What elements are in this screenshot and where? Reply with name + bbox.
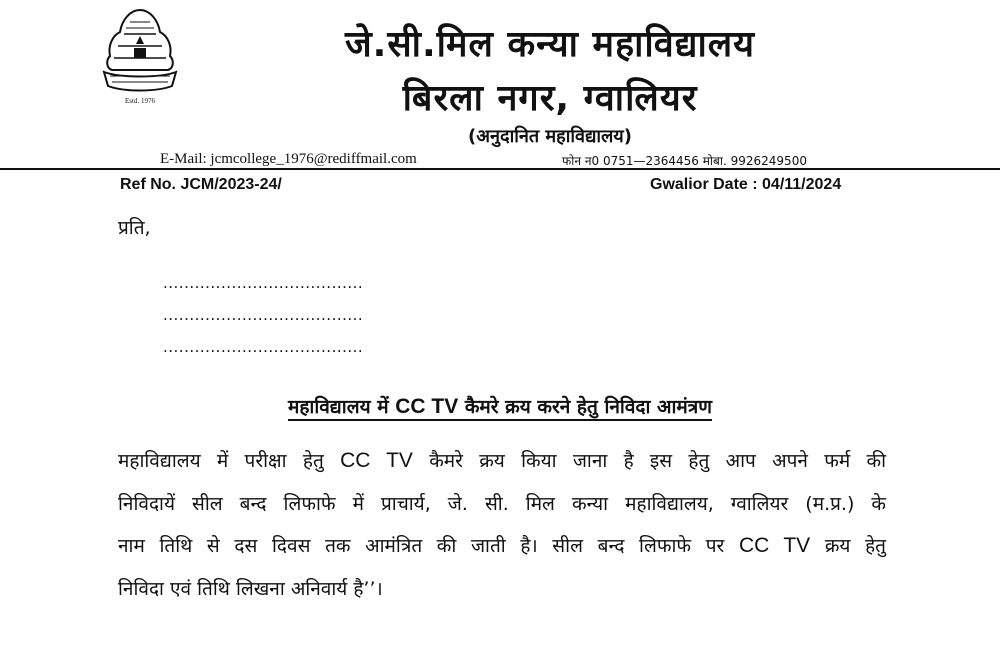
college-subtitle: (अनुदानित महाविद्यालय) [468, 126, 632, 147]
header-divider [0, 168, 1000, 170]
address-line-3: ...................................... [163, 338, 364, 356]
letter-date: Gwalior Date : 04/11/2024 [650, 176, 842, 193]
body-line-1 [118, 440, 886, 483]
college-seal-logo [100, 6, 180, 106]
subject-heading [180, 393, 820, 419]
email-contact: E-Mail: jcmcollege_1976@rediffmail.com [160, 151, 417, 167]
address-line-1: ...................................... [163, 274, 364, 292]
recipient-salutation: प्रति, [118, 217, 151, 239]
college-name: जे.सी.मिल कन्या महाविद्यालय [344, 24, 756, 65]
body-line-3 [118, 525, 886, 568]
body-line-1-a: महाविद्यालय में परीक्षा हेतु [118, 450, 341, 472]
letter-body [118, 440, 886, 610]
college-location: बिरला नगर, ग्वालियर [402, 78, 698, 119]
body-line-3-cctv: CC TV [738, 534, 811, 557]
body-line-4: निविदा एवं तिथि लिखना अनिवार्य है’’। [118, 577, 383, 600]
body-line-3-a: नाम तिथि से दस दिवस तक आमंत्रित की जाती है। सील बन्द लिफाफे पर [118, 535, 739, 557]
body-line-1-cctv: CC TV [340, 449, 413, 472]
logo-estd-text: Estd. 1976 [125, 97, 155, 105]
body-line-1-b: कैमरे क्रय किया जाना है इस हेतु आप अपने फर्म की [412, 450, 886, 472]
body-line-2: निविदायें सील बन्द लिफाफे में प्राचार्य, जे. सी. मिल कन्या महाविद्यालय, ग्वालियर (म.प्र.) के [118, 492, 886, 515]
subject-part-b: कैमरे क्रय करने हेतु निविदा आमंत्रण [458, 396, 712, 421]
phone-contact: फोन न0 0751—2364456 मोबा. 9926249500 [562, 154, 807, 168]
address-line-2: ...................................... [163, 306, 364, 324]
subject-part-a: महाविद्यालय में [288, 396, 395, 421]
reference-number: Ref No. JCM/2023-24/ [120, 176, 282, 193]
subject-cctv: CC TV [395, 395, 458, 421]
body-line-3-b: क्रय हेतु [810, 535, 886, 557]
